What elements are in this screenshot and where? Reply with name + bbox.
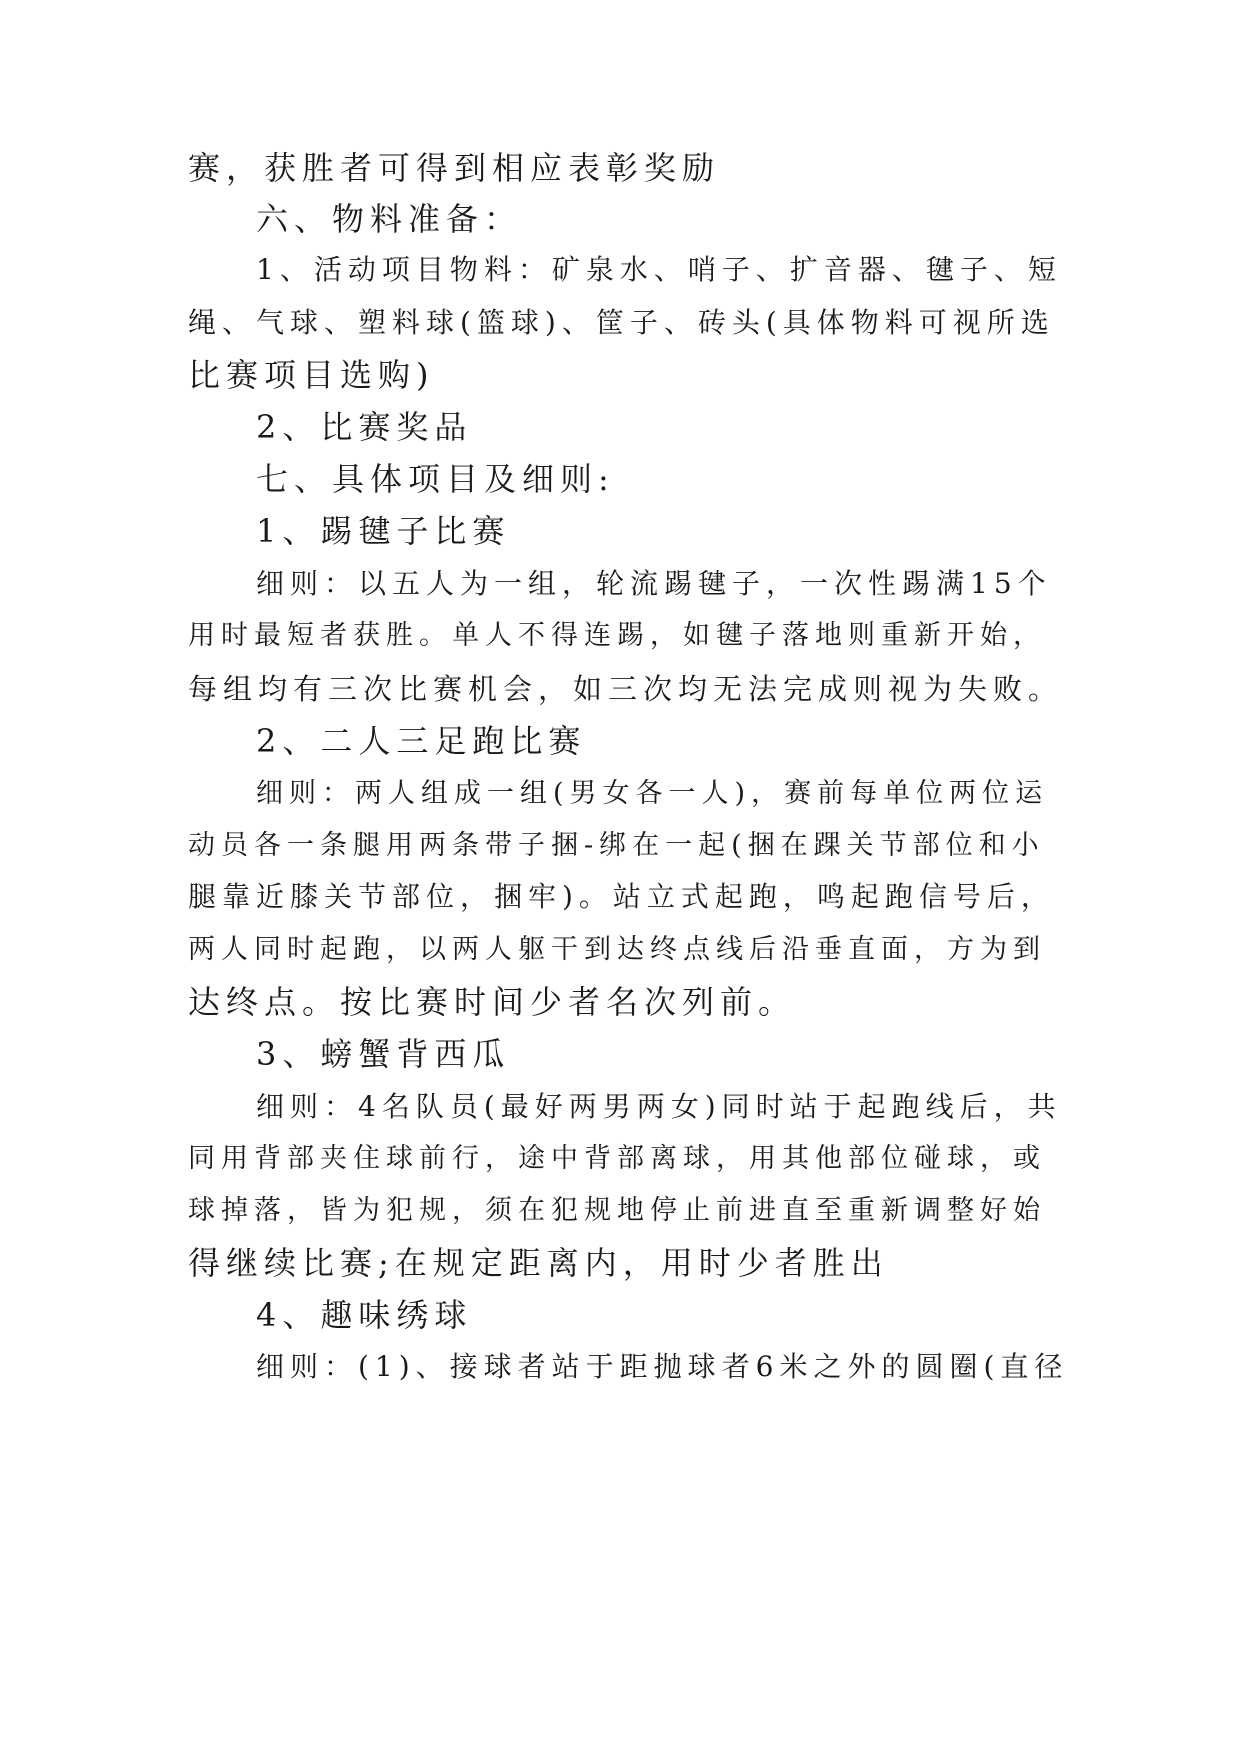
text-line: 动员各一条腿用两条带子捆-绑在一起(捆在踝关节部位和小 xyxy=(188,830,1045,861)
item-heading: 1、踢毽子比赛 xyxy=(256,512,511,550)
text-line: 球掉落，皆为犯规，须在犯规地停止前进直至重新调整好始 xyxy=(188,1195,1046,1226)
text-line: 用时最短者获胜。单人不得连踢，如毽子落地则重新开始， xyxy=(188,620,1046,651)
text-line: 同用背部夹住球前行，途中背部离球，用其他部位碰球，或 xyxy=(188,1143,1046,1174)
item-heading: 2、二人三足跑比赛 xyxy=(256,722,587,760)
text-line: 细则：两人组成一组(男女各一人)，赛前每单位两位运 xyxy=(256,778,1049,809)
section-heading: 七、具体项目及细则: xyxy=(256,460,615,498)
text-line: 1、活动项目物料：矿泉水、哨子、扩音器、毽子、短 xyxy=(256,253,1062,286)
text-line: 腿靠近膝关节部位，捆牢)。站立式起跑，鸣起跑信号后， xyxy=(188,880,1055,913)
item-heading: 4、趣味绣球 xyxy=(256,1296,473,1334)
text-line: 细则：以五人为一组，轮流踢毽子，一次性踢满15个 xyxy=(256,567,1052,600)
text-line: 绳、气球、塑料球(篮球)、筐子、砖头(具体物料可视所选 xyxy=(188,306,1055,339)
text-line: 达终点。按比赛时间少者名次列前。 xyxy=(188,983,797,1021)
item-heading: 3、螃蟹背西瓜 xyxy=(256,1035,511,1073)
text-line: 两人同时起跑，以两人躯干到达终点线后沿垂直面，方为到 xyxy=(188,934,1046,965)
text-line: 细则：(1)、接球者站于距抛球者6米之外的圆圈(直径 xyxy=(256,1350,1069,1383)
text-line: 2、比赛奖品 xyxy=(256,408,473,446)
text-line: 细则：4名队员(最好两男两女)同时站于起跑线后，共 xyxy=(256,1090,1062,1123)
text-line: 比赛项目选购) xyxy=(188,356,435,394)
text-line: 得继续比赛;在规定距离内，用时少者胜出 xyxy=(188,1244,889,1282)
text-line: 每组均有三次比赛机会，如三次均无法完成则视为失败。 xyxy=(188,672,1064,706)
section-heading: 六、物料准备： xyxy=(256,200,523,238)
text-line: 赛，获胜者可得到相应表彰奖励 xyxy=(188,149,721,187)
